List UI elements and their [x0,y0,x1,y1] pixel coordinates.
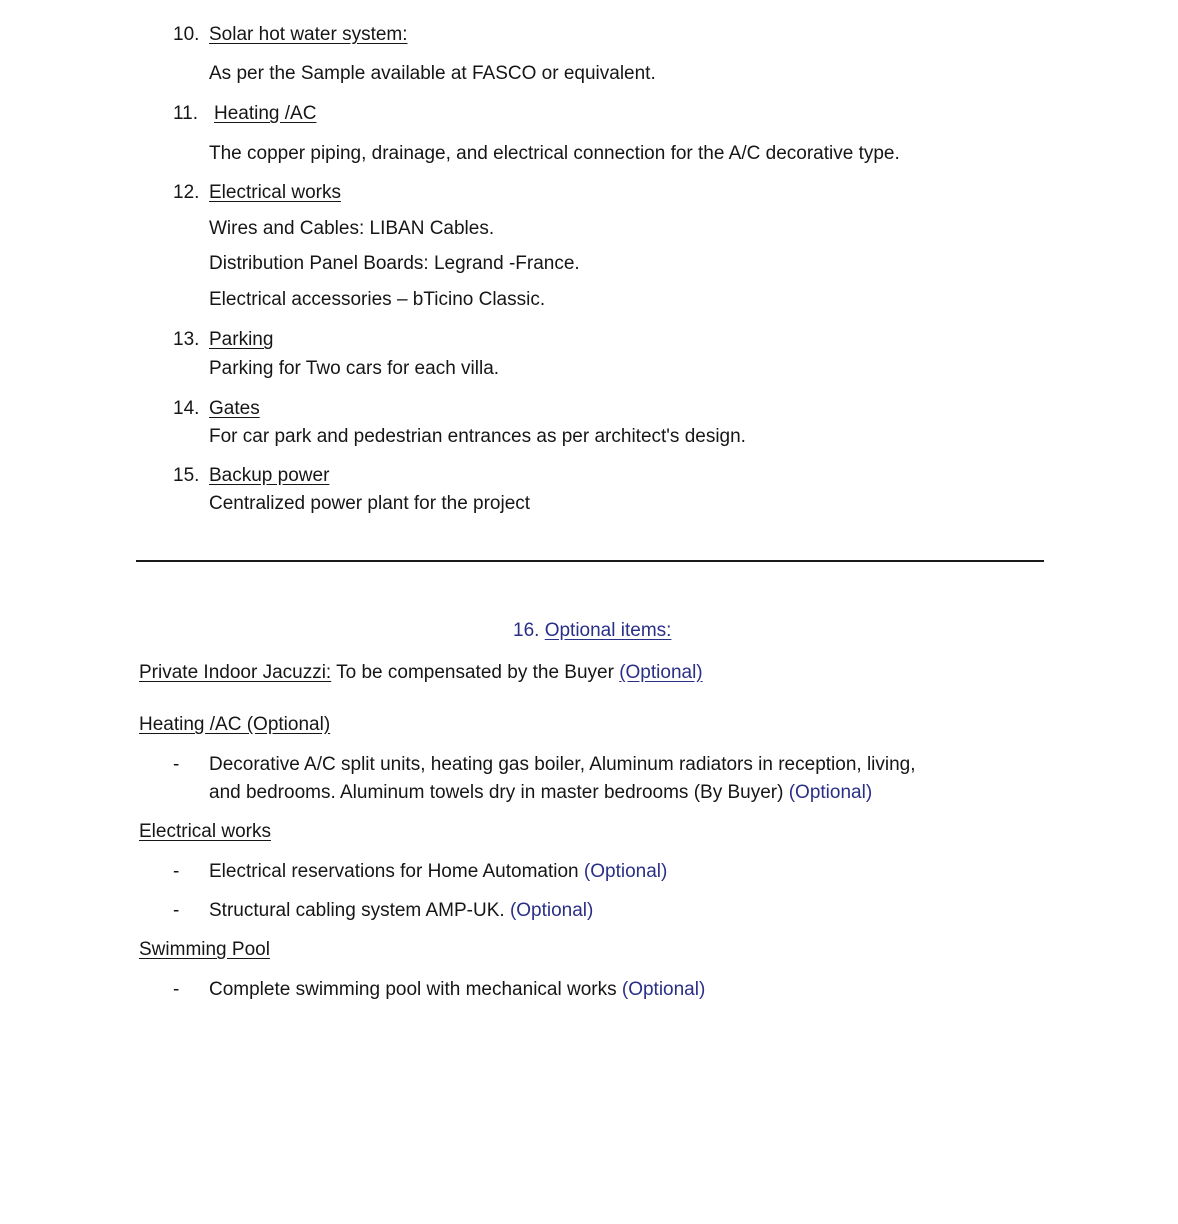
item-11-line: The copper piping, drainage, and electrical connection for the A/C decorative type. [209,143,900,164]
heating-ac-title: Heating /AC (Optional) [139,714,331,735]
item-14-number: 14. [173,398,200,419]
item-11-title: Heating /AC [214,103,317,124]
electrical-bullet-1 [209,860,667,884]
item-11-number: 11. [173,103,199,124]
item-12-line-1: Wires and Cables: LIBAN Cables. [209,218,495,239]
electrical-bullet-2-tag: (Optional) [509,900,594,921]
pool-bullet-dash: - [173,979,180,1000]
item-13-line: Parking for Two cars for each villa. [209,358,500,379]
item-15-number: 15. [173,465,200,486]
item-15-line: Centralized power plant for the project [209,493,531,514]
optional-heading [513,619,671,643]
electrical-bullet-1-dash: - [173,861,180,882]
electrical-bullet-1-tag: (Optional) [583,861,668,882]
heating-bullet-dash: - [173,754,180,775]
pool-bullet-tag: (Optional) [621,979,706,1000]
jacuzzi-text: To be compensated by the Buyer [331,662,620,683]
jacuzzi-line [139,661,703,685]
electrical-bullet-1-text: Electrical reservations for Home Automation [209,861,584,882]
item-12-title: Electrical works [209,182,341,203]
item-12-number: 12. [173,182,200,203]
pool-bullet [209,978,705,1002]
item-10-number: 10. [173,24,200,45]
heating-optional-tag: (Optional) [788,782,873,803]
item-10-line: As per the Sample available at FASCO or equivalent. [209,63,656,84]
item-12-line-3: Electrical accessories – bTicino Classic. [209,289,546,310]
item-10-title: Solar hot water system: [209,24,408,45]
swimming-pool-title: Swimming Pool [139,939,270,960]
heating-bullet-text: and bedrooms. Aluminum towels dry in master bedrooms (By Buyer) [209,782,789,803]
item-14-title: Gates [209,398,260,419]
optional-electrical-title: Electrical works [139,821,271,842]
item-13-number: 13. [173,329,200,350]
optional-heading-number: 16. [513,620,540,641]
electrical-bullet-2 [209,899,593,923]
jacuzzi-optional-tag: (Optional) [619,662,703,683]
item-12-line-2: Distribution Panel Boards: Legrand -France. [209,253,580,274]
item-14-line: For car park and pedestrian entrances as per architect's design. [209,426,746,447]
heating-bullet-line-2 [209,781,872,805]
electrical-bullet-2-dash: - [173,900,180,921]
section-divider [136,560,1044,562]
pool-bullet-text: Complete swimming pool with mechanical works [209,979,622,1000]
heating-bullet-line-1: Decorative A/C split units, heating gas boiler, Aluminum radiators in reception, living, [209,754,916,775]
item-13-title: Parking [209,329,274,350]
item-15-title: Backup power [209,465,330,486]
electrical-bullet-2-text: Structural cabling system AMP-UK. [209,900,510,921]
jacuzzi-label: Private Indoor Jacuzzi: [139,662,332,683]
optional-heading-title: Optional items: [544,620,672,641]
